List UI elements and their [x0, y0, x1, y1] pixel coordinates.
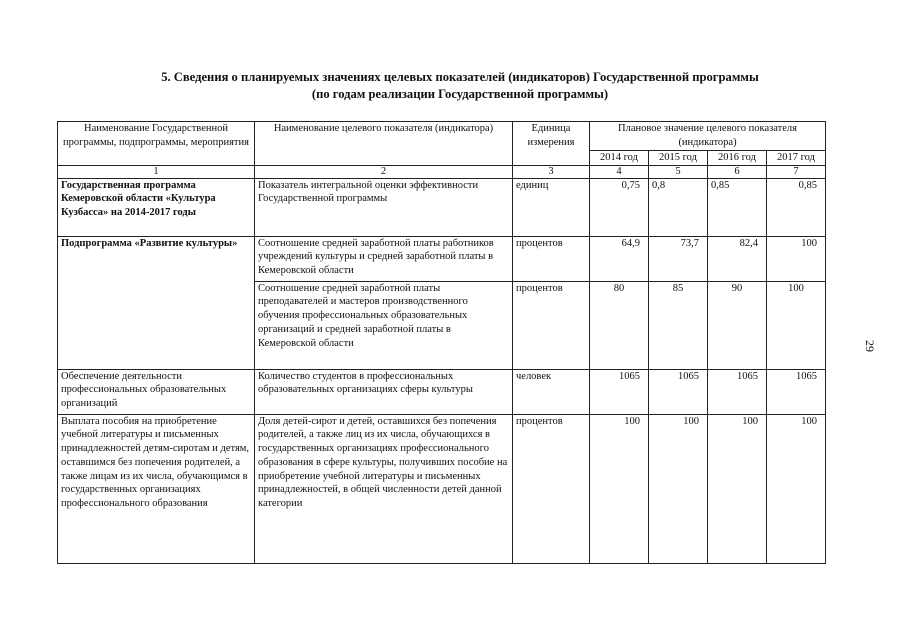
value-cell: 0,85: [708, 178, 767, 236]
value-cell: 80: [590, 281, 649, 369]
column-number: 5: [649, 165, 708, 178]
value-cell: 1065: [649, 369, 708, 414]
value-cell: 100: [767, 236, 826, 281]
unit-cell: процентов: [513, 236, 590, 281]
value-cell: 0,8: [649, 178, 708, 236]
unit-cell: человек: [513, 369, 590, 414]
indicator-name: Соотношение средней заработной платы преподавателей и мастеров производственного обучения профессиональных образовательных организаций и средней заработной платы в Кемеровской области: [255, 281, 513, 369]
table-row: [58, 236, 826, 281]
subprogram-name: Подпрограмма «Развитие культуры»: [58, 236, 255, 369]
section-title: [60, 69, 860, 103]
header-year: 2015 год: [649, 151, 708, 166]
column-number: 6: [708, 165, 767, 178]
table-row: [58, 414, 826, 563]
indicators-table: [57, 121, 826, 564]
header-unit: Единица измерения: [513, 122, 590, 166]
column-number: 2: [255, 165, 513, 178]
value-cell: 1065: [708, 369, 767, 414]
indicator-name: Показатель интегральной оценки эффективности Государственной программы: [255, 178, 513, 236]
unit-cell: процентов: [513, 414, 590, 563]
value-cell: 1065: [590, 369, 649, 414]
activity-name: Выплата пособия на приобретение учебной литературы и письменных принадлежностей детям-сиротам и детям, оставшимся без попечения родителей, а также лицам из их числа, обучающимся в государственных организациях профессионального образования: [58, 414, 255, 563]
value-cell: 73,7: [649, 236, 708, 281]
header-year: 2016 год: [708, 151, 767, 166]
indicator-name: Соотношение средней заработной платы работников учреждений культуры и средней заработной платы в Кемеровской области: [255, 236, 513, 281]
table-row: [58, 369, 826, 414]
value-cell: 85: [649, 281, 708, 369]
header-row: [58, 122, 826, 151]
value-cell: 0,75: [590, 178, 649, 236]
value-cell: 100: [708, 414, 767, 563]
header-year: 2017 год: [767, 151, 826, 166]
column-number: 7: [767, 165, 826, 178]
column-number: 4: [590, 165, 649, 178]
program-name: Государственная программа Кемеровской области «Культура Кузбасса» на 2014-2017 годы: [58, 178, 255, 236]
section-title-line-1: 5. Сведения о планируемых значениях целевых показателей (индикаторов) Государственной программы: [161, 70, 759, 84]
header-planned-values: Плановое значение целевого показателя (индикатора): [590, 122, 826, 151]
value-cell: 100: [649, 414, 708, 563]
value-cell: 100: [767, 414, 826, 563]
column-numbers-row: [58, 165, 826, 178]
section-title-line-2: (по годам реализации Государственной программы): [311, 87, 609, 101]
column-number: 3: [513, 165, 590, 178]
value-cell: 64,9: [590, 236, 649, 281]
page-number: 29: [863, 340, 877, 352]
table-row: [58, 178, 826, 236]
column-number: 1: [58, 165, 255, 178]
value-cell: 0,85: [767, 178, 826, 236]
unit-cell: процентов: [513, 281, 590, 369]
value-cell: 100: [767, 281, 826, 369]
header-year: 2014 год: [590, 151, 649, 166]
value-cell: 100: [590, 414, 649, 563]
indicator-name: Количество студентов в профессиональных образовательных организациях сферы культуры: [255, 369, 513, 414]
value-cell: 1065: [767, 369, 826, 414]
value-cell: 90: [708, 281, 767, 369]
header-program: Наименование Государственной программы, подпрограммы, мероприятия: [58, 122, 255, 166]
indicator-name: Доля детей-сирот и детей, оставшихся без попечения родителей, а также лиц из их числа, обучающихся в государственных организациях профессионального образования в сфере культуры, получивших пособие на приобретение учебной литературы и письменных принадлежностей, в общей численности детей данной категории: [255, 414, 513, 563]
activity-name: Обеспечение деятельности профессиональных образовательных организаций: [58, 369, 255, 414]
unit-cell: единиц: [513, 178, 590, 236]
value-cell: 82,4: [708, 236, 767, 281]
header-indicator: Наименование целевого показателя (индикатора): [255, 122, 513, 166]
